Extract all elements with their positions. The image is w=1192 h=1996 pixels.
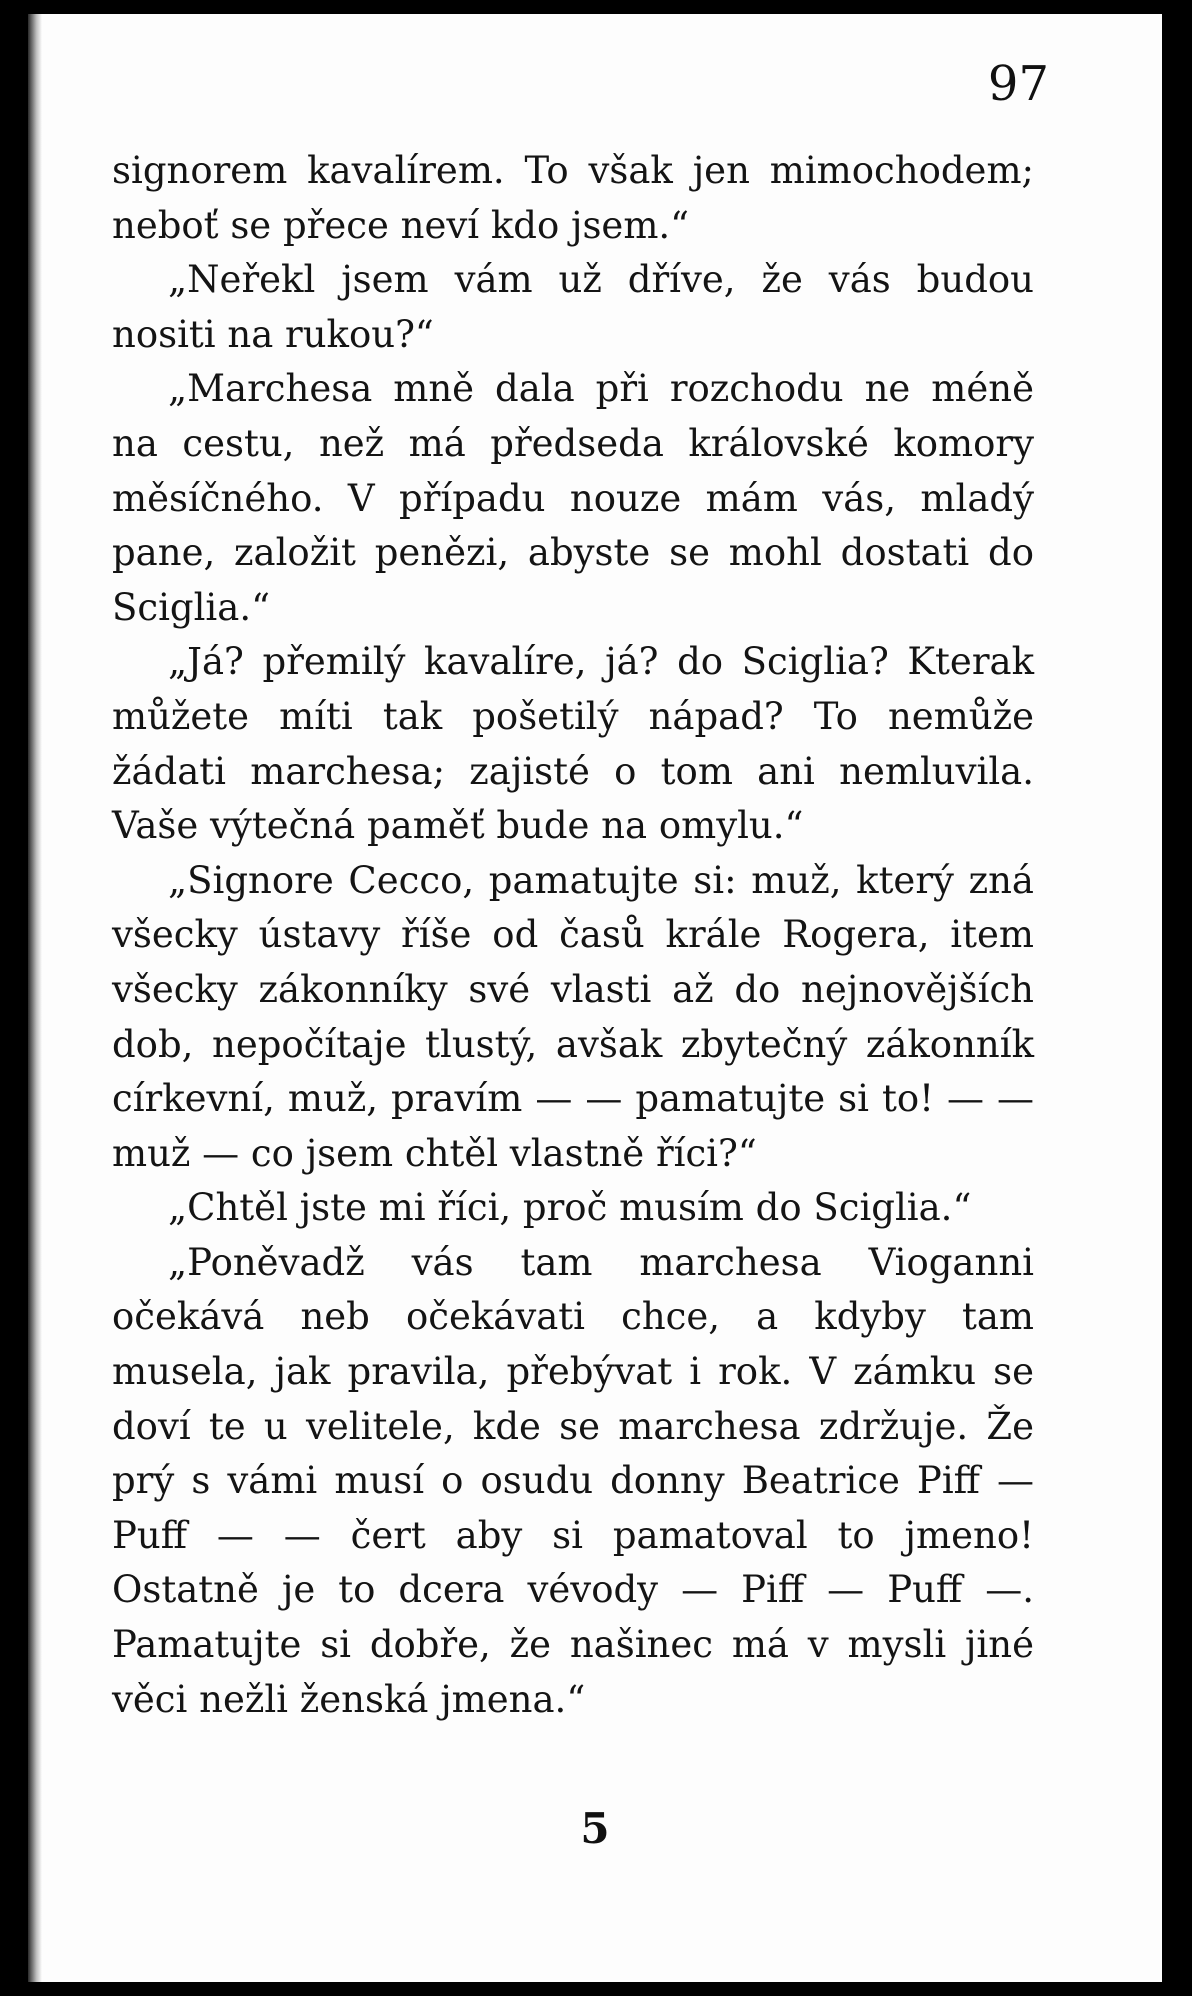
page-binding-shadow xyxy=(28,14,42,1982)
page-body-text xyxy=(112,144,1034,1727)
paragraph: „Chtěl jste mi říci, proč musím do Sciglia.“ xyxy=(168,1186,972,1230)
paragraph: signorem kavalírem. To však jen mimochodem; neboť se přece neví kdo jsem.“ xyxy=(112,149,1034,247)
paragraph: „Signore Cecco, pamatujte si: muž, který zná všecky ústavy říše od časů krále Rogera, item všecky zákonníky své vlasti až do nejnovějších dob, nepočítaje tlustý, avšak zbytečný zákonník církevní, muž, pravím — — pamatujte si to! — — muž — co jsem chtěl vlastně říci?“ xyxy=(112,858,1034,1175)
page-number: 97 xyxy=(987,56,1049,112)
paragraph: „Já? přemilý kavalíre, já? do Sciglia? Kterak můžete míti tak pošetilý nápad? To nemůže žádati marchesa; zajisté o tom ani nemluvila. Vaše výtečná paměť bude na omylu.“ xyxy=(112,640,1034,848)
signature-mark: 5 xyxy=(580,1804,610,1853)
paragraph: „Neřekl jsem vám už dříve, že vás budou nositi na rukou?“ xyxy=(112,258,1034,356)
paragraph: „Poněvadž vás tam marchesa Vioganni očekává neb očekávati chce, a kdyby tam musela, jak pravila, přebývat i rok. V zámku se doví te u velitele, kde se marchesa zdržuje. Že prý s vámi musí o osudu donny Beatrice Piff — Puff — — čert aby si pamatoval to jmeno! Ostatně je to dcera vévody — Piff — Puff —. Pamatujte si dobře, že našinec má v mysli jiné věci nežli ženská jmena.“ xyxy=(112,1240,1034,1721)
book-page xyxy=(28,14,1162,1982)
paragraph: „Marchesa mně dala při rozchodu ne méně na cestu, než má předseda královské komory měsíčného. V případu nouze mám vás, mladý pane, založit penězi, abyste se mohl dostati do Sciglia.“ xyxy=(112,367,1034,629)
